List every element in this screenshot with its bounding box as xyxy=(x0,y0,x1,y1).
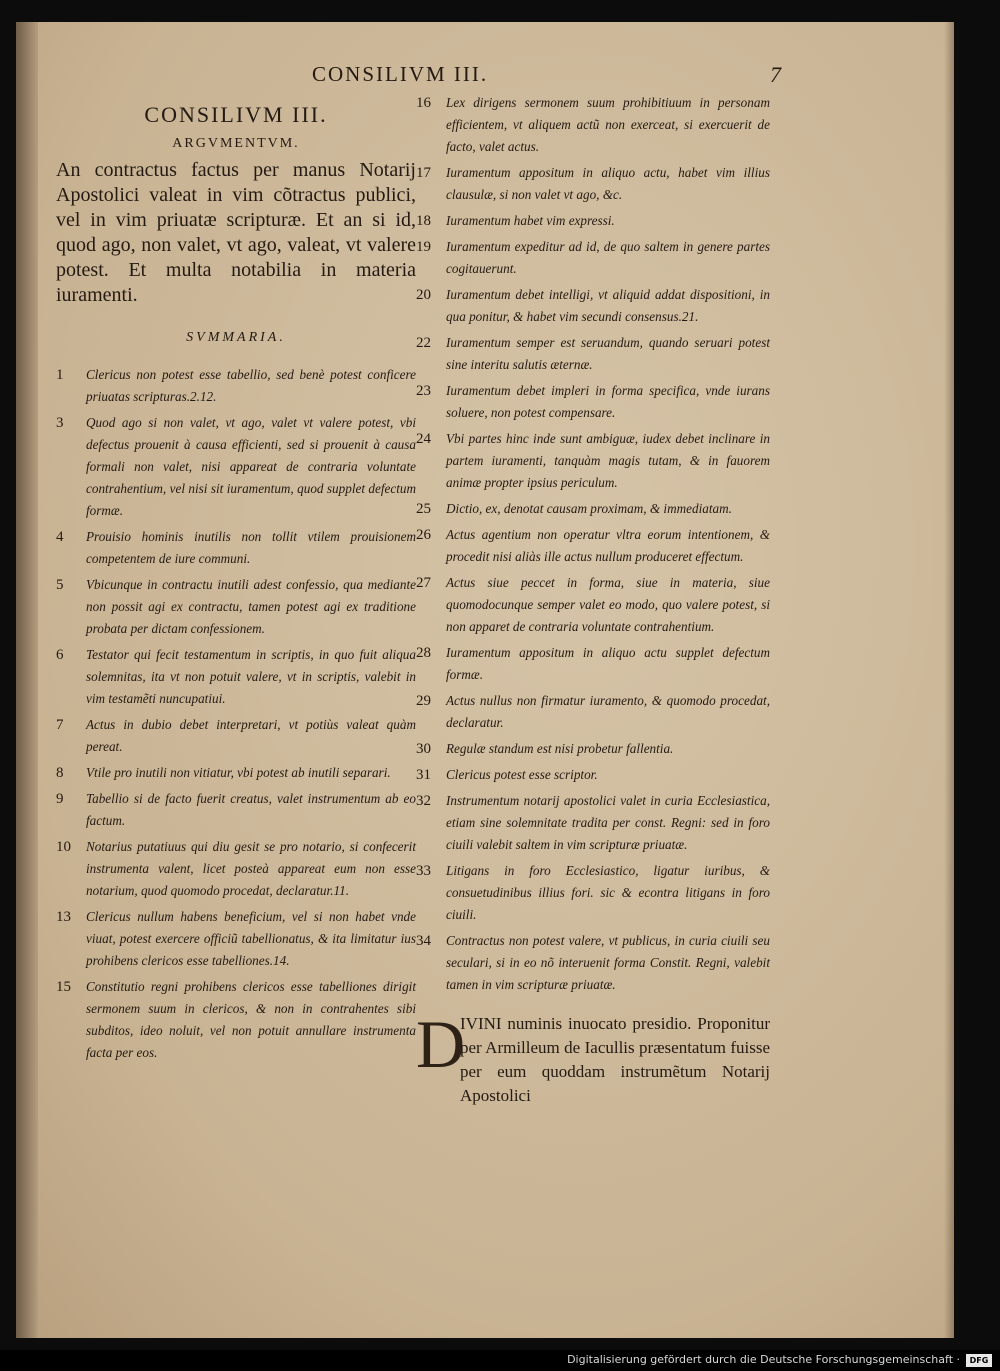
summary-entry-text: Vbi partes hinc inde sunt ambiguæ, iudex debet inclinare in partem iuramenti, tanquàm magis tutam, & in fauorem animæ propter ipsius periculum. xyxy=(446,431,770,490)
page-gutter xyxy=(16,22,38,1338)
summary-entry-number: 27 xyxy=(416,575,431,591)
page-number: 7 xyxy=(770,62,781,87)
summary-entry-number: 4 xyxy=(56,529,64,545)
summary-entry-text: Iuramentum appositum in aliquo actu supplet defectum formæ. xyxy=(446,645,770,682)
summary-entry xyxy=(56,788,416,832)
summary-entry xyxy=(416,380,770,424)
summary-entry xyxy=(56,906,416,972)
summary-entry xyxy=(56,762,416,784)
summary-entry-text: Clericus potest esse scriptor. xyxy=(446,767,598,782)
summary-entry-number: 7 xyxy=(56,717,64,733)
summary-entry xyxy=(416,930,770,996)
summary-entry-text: Notarius putatiuus qui diu gesit se pro notario, si confecerit instrumenta valent, licet posteà appareat eum non esse notarium, quod quomodo procedat, declaratur.11. xyxy=(86,839,416,898)
summary-entry-text: Prouisio hominis inutilis non tollit vtilem prouisionem competentem de iure communi. xyxy=(86,529,416,566)
summary-entry xyxy=(416,790,770,856)
summary-entry-number: 6 xyxy=(56,647,64,663)
summary-entry-text: Iuramentum debet impleri in forma specifica, vnde iurans soluere, non potest compensare. xyxy=(446,383,770,420)
summary-entry xyxy=(416,690,770,734)
summary-entry-text: Contractus non potest valere, vt publicus, in curia ciuili seu seculari, si in eo nõ interuenit forma Constit. Regni, valebit tamen in vim scripturæ priuatæ. xyxy=(446,933,770,992)
summary-entry xyxy=(56,976,416,1064)
summary-entry xyxy=(56,412,416,522)
summary-entry xyxy=(416,860,770,926)
summary-entry-text: Instrumentum notarij apostolici valet in curia Ecclesiastica, etiam sine solemnitate tradita per const. Regni: sed in foro ciuili valebit saltem in vim scripturæ priuatæ. xyxy=(446,793,770,852)
summary-entry-number: 22 xyxy=(416,335,431,351)
summary-entry xyxy=(416,572,770,638)
body-opening xyxy=(416,1006,770,1108)
summary-entry-text: Regulæ standum est nisi probetur fallentia. xyxy=(446,741,674,756)
left-column xyxy=(56,98,416,1068)
summary-entry-text: Iuramentum expeditur ad id, de quo saltem in genere partes cogitauerunt. xyxy=(446,239,770,276)
summary-entry-number: 32 xyxy=(416,793,431,809)
running-head: CONSILIVM III. xyxy=(312,62,489,86)
summary-entry-number: 3 xyxy=(56,415,64,431)
dfg-logo: DFG xyxy=(966,1354,992,1367)
summary-entry-number: 16 xyxy=(416,95,431,111)
summary-entry-number: 25 xyxy=(416,501,431,517)
summary-entry xyxy=(56,574,416,640)
summary-entry-number: 15 xyxy=(56,979,71,995)
summary-entry xyxy=(416,92,770,158)
body-text: IVINI numinis inuocato presidio. Proponitur per Armilleum de Iacullis præsentatum fuisse per eum quoddam instrumẽtum Notarij Apostolici xyxy=(460,1014,770,1105)
summary-entry xyxy=(416,332,770,376)
summary-entry-text: Tabellio si de facto fuerit creatus, valet instrumentum ab eo factum. xyxy=(86,791,416,828)
summary-entry-number: 1 xyxy=(56,367,64,383)
summary-entry-text: Actus agentium non operatur vltra eorum intentionem, & procedit nisi aliàs ille actus nullum produceret effectum. xyxy=(446,527,770,564)
summary-entry xyxy=(416,236,770,280)
argumentum-text: An contractus factus per manus Notarij Apostolici valeat in vim cõtractus publici, vel in vim priuatæ scripturæ. Et an si id, quod ago, non valet, vt ago, valeat, vt valere potest. Et multa notabilia in materia iuramenti. xyxy=(56,159,416,306)
drop-cap: D xyxy=(416,1006,466,1082)
summary-entry-text: Iuramentum debet intelligi, vt aliquid addat dispositioni, in qua ponitur, & habet vim secundi consensus.21. xyxy=(446,287,770,324)
summary-entry xyxy=(416,642,770,686)
summary-entry xyxy=(56,364,416,408)
summary-entry-number: 28 xyxy=(416,645,431,661)
summary-entry-number: 19 xyxy=(416,239,431,255)
summary-entry-number: 31 xyxy=(416,767,431,783)
summary-entry-text: Clericus nullum habens beneficium, vel si non habet vnde viuat, potest exercere officiũ tabellionatus, & ita limitatur ius prohibens clericos esse tabelliones.14. xyxy=(86,909,416,968)
summary-entry xyxy=(416,284,770,328)
summary-entry xyxy=(56,714,416,758)
summary-entry-number: 18 xyxy=(416,213,431,229)
summary-entry-number: 26 xyxy=(416,527,431,543)
summary-entry-text: Iuramentum appositum in aliquo actu, habet vim illius clausulæ, si non valet vt ago, &c. xyxy=(446,165,770,202)
summary-entry-text: Dictio, ex, denotat causam proximam, & immediatam. xyxy=(446,501,732,516)
summary-entry-text: Actus siue peccet in forma, siue in materia, siue quomodocunque semper valet eo modo, quo valere potest, si non apparet de contraria voluntate contrahentium. xyxy=(446,575,770,634)
summary-entry-text: Quod ago si non valet, vt ago, valet vt valere potest, vbi defectus prouenit à causa efficienti, sed si prouenit à causa formali non valet, nisi appareat de contraria voluntate contrahentium, vel nisi sit iuramentum, quod supplet defectum formæ. xyxy=(86,415,416,518)
summary-entry-number: 17 xyxy=(416,165,431,181)
summary-entry-text: Iuramentum semper est seruandum, quando seruari potest sine interitu salutis æternæ. xyxy=(446,335,770,372)
summary-entry xyxy=(416,498,770,520)
summary-entry-text: Actus nullus non firmatur iuramento, & quomodo procedat, declaratur. xyxy=(446,693,770,730)
summary-entry-number: 23 xyxy=(416,383,431,399)
summary-entry-number: 29 xyxy=(416,693,431,709)
summary-entry-text: Iuramentum habet vim expressi. xyxy=(446,213,615,228)
summary-entry-text: Constitutio regni prohibens clericos esse tabelliones dirigit sermonem suum in clericos, & non in contrahentes sibi subditos, ideo noluit, vel non potuit annullare instrumenta facta per eos. xyxy=(86,979,416,1060)
summary-entry-number: 9 xyxy=(56,791,64,807)
summary-entry xyxy=(416,738,770,760)
summary-entry xyxy=(56,836,416,902)
summary-entry-text: Vtile pro inutili non vitiatur, vbi potest ab inutili separari. xyxy=(86,765,391,780)
book-page xyxy=(16,22,954,1338)
summaria-heading: SVMMARIA. xyxy=(186,330,286,345)
summary-entry xyxy=(416,428,770,494)
summary-entry xyxy=(416,162,770,206)
right-column xyxy=(416,92,770,1108)
summary-entry xyxy=(416,764,770,786)
summary-entry-text: Lex dirigens sermonem suum prohibitiuum in personam efficientem, vt aliquem actũ non exerceat, si exercuerit de facto, valet actus. xyxy=(446,95,770,154)
summary-entry-number: 30 xyxy=(416,741,431,757)
summary-entry-text: Actus in dubio debet interpretari, vt potiùs valeat quàm pereat. xyxy=(86,717,416,754)
summary-entry-number: 13 xyxy=(56,909,71,925)
summary-entry xyxy=(56,526,416,570)
summary-entry xyxy=(416,210,770,232)
summary-entry-number: 33 xyxy=(416,863,431,879)
summary-entry-text: Clericus non potest esse tabellio, sed benè potest conficere priuatas scripturas.2.12. xyxy=(86,367,416,404)
summary-entry-number: 20 xyxy=(416,287,431,303)
summary-entry xyxy=(56,644,416,710)
summary-entry-number: 8 xyxy=(56,765,64,781)
footer-bar xyxy=(0,1350,1000,1371)
summary-entry-text: Vbicunque in contractu inutili adest confessio, qua mediante non possit agi ex contractu, tamen potest agi ex traditione probata per dictam confessionem. xyxy=(86,577,416,636)
summary-entry-number: 34 xyxy=(416,933,431,949)
summary-entry-number: 10 xyxy=(56,839,71,855)
summary-entry-number: 5 xyxy=(56,577,64,593)
argumentum-heading: ARGVMENTVM. xyxy=(172,136,300,151)
summary-entry-number: 24 xyxy=(416,431,431,447)
consilium-title: CONSILIVM III. xyxy=(144,102,328,127)
summary-entry-text: Testator qui fecit testamentum in scriptis, in quo fuit aliqua solemnitas, ita vt non potuit valere, vt in scriptis, valebit in vim testamẽti nuncupatiui. xyxy=(86,647,416,706)
summaria-list-left xyxy=(56,364,416,1064)
summary-entry xyxy=(416,524,770,568)
summaria-list-right xyxy=(416,92,770,996)
footer-credit: Digitalisierung gefördert durch die Deutsche Forschungsgemeinschaft · xyxy=(567,1353,960,1366)
summary-entry-text: Litigans in foro Ecclesiastico, ligatur iuribus, & consuetudinibus illius fori. sic & econtra litigans in foro ciuili. xyxy=(446,863,770,922)
page-edge xyxy=(944,22,954,1338)
